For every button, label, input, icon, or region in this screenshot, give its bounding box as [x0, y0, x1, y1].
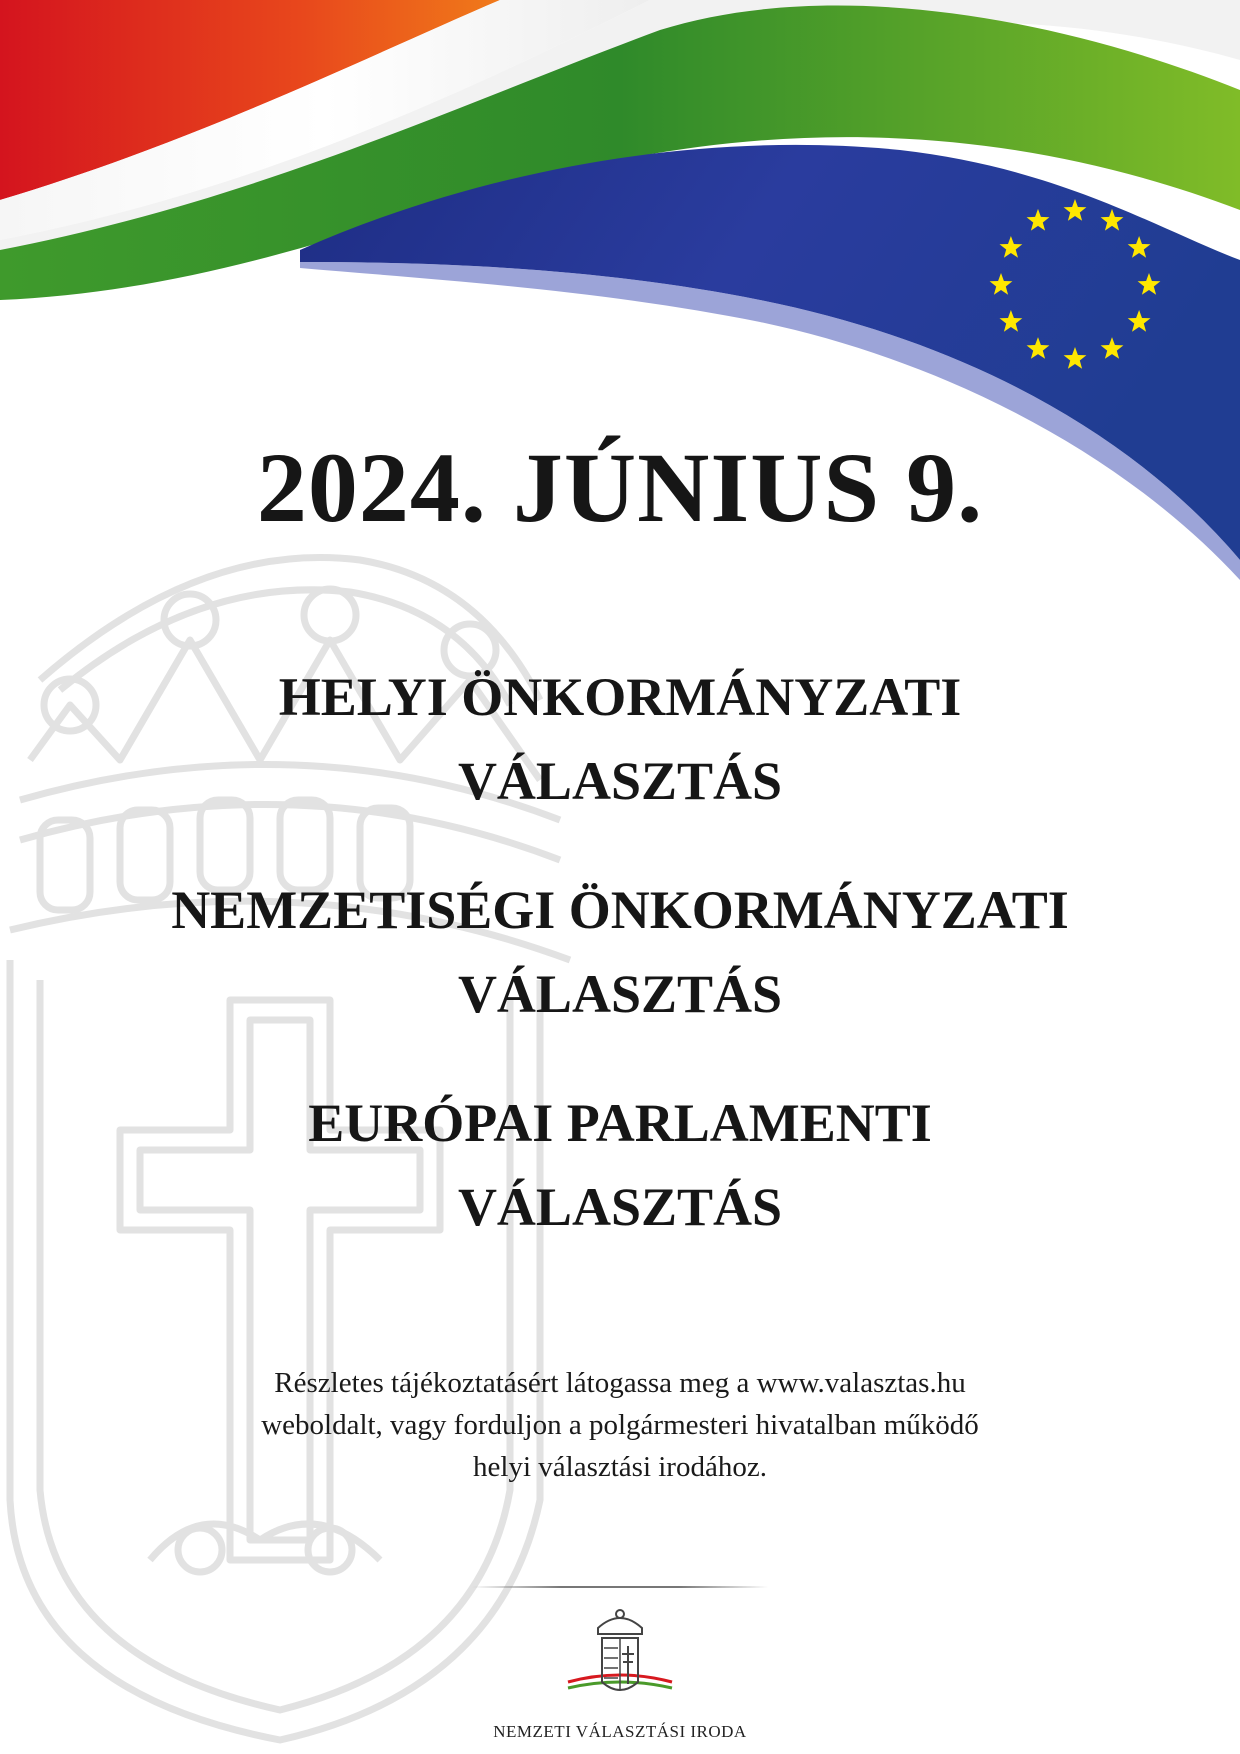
coat-of-arms-logo — [568, 1610, 672, 1690]
election-date: 2024. JÚNIUS 9. — [256, 432, 984, 543]
election-title-line: NEMZETISÉGI ÖNKORMÁNYZATI — [171, 880, 1069, 940]
election-title-line: HELYI ÖNKORMÁNYZATI — [278, 667, 962, 727]
election-title-local — [0, 655, 1240, 823]
info-line: Részletes tájékoztatásért látogassa meg a www.valasztas.hu — [274, 1367, 966, 1399]
election-title-nationality — [0, 868, 1240, 1036]
election-title-line: EURÓPAI PARLAMENTI — [308, 1093, 932, 1153]
footer-divider — [472, 1586, 768, 1588]
footer-organization: NEMZETI VÁLASZTÁSI IRODA — [493, 1722, 747, 1741]
info-text — [0, 1362, 1240, 1488]
election-title-line: VÁLASZTÁS — [457, 964, 783, 1024]
info-line: weboldalt, vagy forduljon a polgármesteri hivatalban működő — [261, 1409, 979, 1441]
election-title-european — [0, 1081, 1240, 1249]
info-line: helyi választási irodához. — [473, 1451, 767, 1483]
election-title-line: VÁLASZTÁS — [457, 1177, 783, 1237]
election-title-line: VÁLASZTÁS — [457, 751, 783, 811]
